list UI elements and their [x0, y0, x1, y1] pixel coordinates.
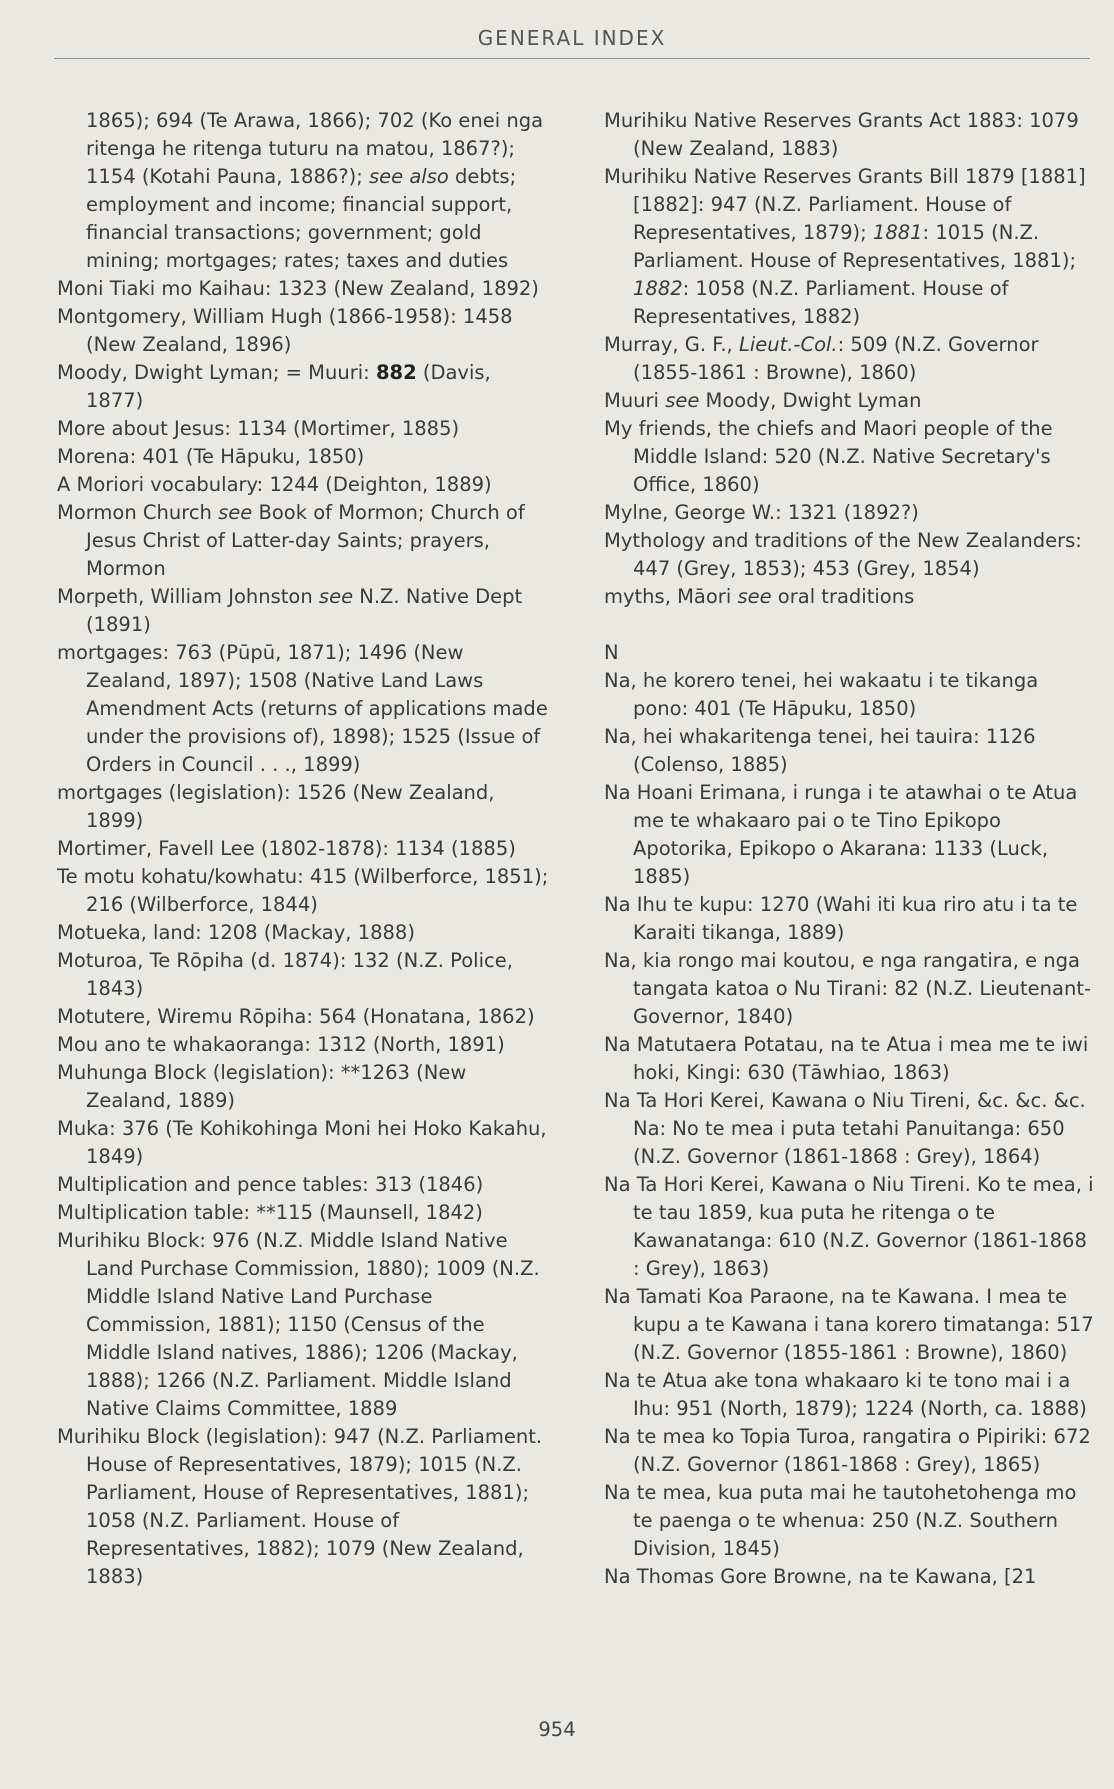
index-entry: Na Thomas Gore Browne, na te Kawana, [21 — [604, 1565, 1037, 1588]
index-entry: Muka: 376 (Te Kohikohinga Moni hei Hoko Kakahu, 1849) — [57, 1117, 547, 1168]
index-entry: My friends, the chiefs and Maori people of the Middle Island: 520 (N.Z. Native Secretary's Office, 1860) — [604, 417, 1053, 496]
index-entry: Murihiku Native Reserves Grants Bill 1879 [1881] [1882]: 947 (N.Z. Parliament. House of Representatives, 1879); 1881: 1015 (N.Z. Parliament. House of Representatives, 1881); 1882: 1058 (N.Z. Parliament. House of Representatives, 1882) — [604, 165, 1086, 328]
index-entry: Mormon Church see Book of Mormon; Church of Jesus Christ of Latter-day Saints; prayers, Mormon — [57, 501, 525, 580]
index-entry: Muuri see Moody, Dwight Lyman — [604, 389, 922, 412]
index-entry: Mythology and traditions of the New Zealanders: 447 (Grey, 1853); 453 (Grey, 1854) — [604, 529, 1082, 580]
index-entry: Motutere, Wiremu Rōpiha: 564 (Honatana, 1862) — [57, 1005, 535, 1028]
section-gap — [604, 611, 1096, 639]
index-entry: Multiplication and pence tables: 313 (1846) — [57, 1173, 484, 1196]
index-entry: myths, Māori see oral traditions — [604, 585, 915, 608]
index-entry: mortgages: 763 (Pūpū, 1871); 1496 (New Zealand, 1897); 1508 (Native Land Laws Amendment Acts (returns of applications made under the provisions of), 1898); 1525 (Issue of Orders in Council . . ., 1899) — [57, 641, 548, 776]
index-entry: Na, he korero tenei, hei wakaatu i te tikanga pono: 401 (Te Hāpuku, 1850) — [604, 669, 1039, 720]
index-entry: Na Tamati Koa Paraone, na te Kawana. I mea te kupu a te Kawana i tana korero timatanga: 517 (N.Z. Governor (1855-1861 : Browne), 1860) — [604, 1285, 1094, 1364]
index-entry: Na Ta Hori Kerei, Kawana o Niu Tireni, &c. &c. &c. Na: No te mea i puta tetahi Panuitanga: 650 (N.Z. Governor (1861-1868 : Grey), 1864) — [604, 1089, 1086, 1168]
index-entry: Na, hei whakaritenga tenei, hei tauira: 1126 (Colenso, 1885) — [604, 725, 1036, 776]
index-entry: 1865); 694 (Te Arawa, 1866); 702 (Ko enei nga ritenga he ritenga tuturu na matou, 1867?); 1154 (Kotahi Pauna, 1886?); see also debts; employment and income; financial support, financial transactions; government; gold mining; mortgages; rates; taxes and duties — [86, 109, 544, 272]
index-entry: Mortimer, Favell Lee (1802-1878): 1134 (1885) — [57, 837, 516, 860]
running-header: GENERAL INDEX — [477, 26, 667, 50]
index-entry: Montgomery, William Hugh (1866-1958): 1458 (New Zealand, 1896) — [57, 305, 513, 356]
index-entry: Moody, Dwight Lyman; = Muuri: 882 (Davis, 1877) — [57, 361, 491, 412]
index-entry: Murihiku Block (legislation): 947 (N.Z. Parliament. House of Representatives, 1879); 1015 (N.Z. Parliament, House of Representatives, 1881); 1058 (N.Z. Parliament. House of Representatives, 1882); 1079 (New Zealand, 1883) — [57, 1425, 543, 1588]
index-entry: Mylne, George W.: 1321 (1892?) — [604, 501, 919, 524]
section-letter: N — [604, 641, 619, 664]
index-entry: Na Ta Hori Kerei, Kawana o Niu Tireni. Ko te mea, i te tau 1859, kua puta he ritenga o te Kawanatanga: 610 (N.Z. Governor (1861-1868 : Grey), 1863) — [604, 1173, 1094, 1280]
index-entry: Murihiku Block: 976 (N.Z. Middle Island Native Land Purchase Commission, 1880); 1009 (N.Z. Middle Island Native Land Purchase Commission, 1881); 1150 (Census of the Middle Island natives, 1886); 1206 (Mackay, 1888); 1266 (N.Z. Parliament. Middle Island Native Claims Committee, 1889 — [57, 1229, 540, 1420]
index-entry: Na Ihu te kupu: 1270 (Wahi iti kua riro atu i ta te Karaiti tikanga, 1889) — [604, 893, 1078, 944]
index-entry: Moturoa, Te Rōpiha (d. 1874): 132 (N.Z. Police, 1843) — [57, 949, 513, 1000]
header-rule — [54, 58, 1090, 59]
index-entry: Murray, G. F., Lieut.-Col.: 509 (N.Z. Governor (1855-1861 : Browne), 1860) — [604, 333, 1039, 384]
index-entry: Na Matutaera Potatau, na te Atua i mea me te iwi hoki, Kingi: 630 (Tāwhiao, 1863) — [604, 1033, 1089, 1084]
index-entry: Morena: 401 (Te Hāpuku, 1850) — [57, 445, 365, 468]
index-entry: A Moriori vocabulary: 1244 (Deighton, 1889) — [57, 473, 492, 496]
index-entry: Na te mea, kua puta mai he tautohetohenga mo te paenga o te whenua: 250 (N.Z. Southern Division, 1845) — [604, 1481, 1077, 1560]
index-entry: Na te mea ko Topia Turoa, rangatira o Pipiriki: 672 (N.Z. Governor (1861-1868 : Grey), 1865) — [604, 1425, 1091, 1476]
index-entry: Mou ano te whakaoranga: 1312 (North, 1891) — [57, 1033, 505, 1056]
index-entry: More about Jesus: 1134 (Mortimer, 1885) — [57, 417, 460, 440]
index-entry: Te motu kohatu/kowhatu: 415 (Wilberforce, 1851); 216 (Wilberforce, 1844) — [57, 865, 549, 916]
index-entry: Na te Atua ake tona whakaaro ki te tono mai i a Ihu: 951 (North, 1879); 1224 (North, ca. 1888) — [604, 1369, 1087, 1420]
index-entry: Na, kia rongo mai koutou, e nga rangatira, e nga tangata katoa o Nu Tirani: 82 (N.Z. Lieutenant-Governor, 1840) — [604, 949, 1092, 1028]
index-entry: mortgages (legislation): 1526 (New Zealand, 1899) — [57, 781, 495, 832]
index-entry: Motueka, land: 1208 (Mackay, 1888) — [57, 921, 415, 944]
index-entry: Murihiku Native Reserves Grants Act 1883: 1079 (New Zealand, 1883) — [604, 109, 1079, 160]
index-entry: Multiplication table: **115 (Maunsell, 1842) — [57, 1201, 483, 1224]
index-entry: Na Hoani Erimana, i runga i te atawhai o te Atua me te whakaaro pai o te Tino Epikopo Apotorika, Epikopo o Akarana: 1133 (Luck, 1885) — [604, 781, 1078, 888]
left-column — [57, 107, 554, 1591]
index-entry: Moni Tiaki mo Kaihau: 1323 (New Zealand, 1892) — [57, 277, 539, 300]
index-entry: Muhunga Block (legislation): **1263 (New Zealand, 1889) — [57, 1061, 467, 1112]
index-entry: Morpeth, William Johnston see N.Z. Native Dept (1891) — [57, 585, 523, 636]
page-number: 954 — [538, 1718, 576, 1741]
right-column — [604, 107, 1096, 1591]
